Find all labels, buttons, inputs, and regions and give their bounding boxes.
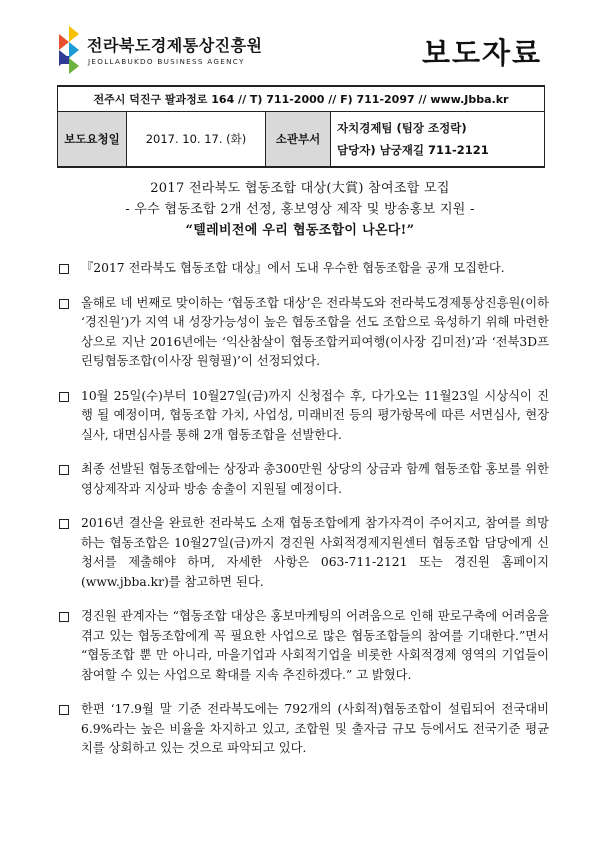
list-item-text: 올해로 네 번째로 맞이하는 ‘협동조합 대상’은 전라북도와 전라북도경제통상진흥원(이하 ‘경진원’)가 지역 내 성장가능성이 높은 협동조합을 선도 조합으로 육성하기 위해 마련한 상으로 지난 2016년에는 ‘익산참살이 협동조합커피여행(이사장 김미전)’과 ‘전북3D프린팅협동조합(이사장 원형필)’이 선정되었다. — [81, 295, 549, 368]
contact-address: 전주시 덕진구 팔과정로 164 // T) 711-2000 // F) 711-2097 // www.Jbba.kr — [58, 86, 545, 112]
square-bullet-icon — [59, 264, 69, 274]
list-item — [57, 460, 549, 499]
square-bullet-icon — [59, 705, 69, 715]
list-item — [57, 514, 549, 592]
date-label: 보도요청일 — [58, 112, 127, 168]
date-value: 2017. 10. 17. (화) — [127, 112, 266, 168]
square-bullet-icon — [59, 465, 69, 475]
list-item-text: 『2017 전라북도 협동조합 대상』에서 도내 우수한 협동조합을 공개 모집한다. — [81, 261, 505, 275]
headline-block — [0, 178, 600, 241]
department-info — [331, 112, 545, 168]
department-contact: 담당자) 남궁재길 711-2121 — [337, 143, 489, 157]
agency-logo-icon — [57, 26, 81, 74]
info-table — [57, 85, 545, 168]
department-label: 소관부서 — [266, 112, 331, 168]
org-name: 전라북도경제통상진흥원 — [87, 36, 263, 55]
list-item-text: 10월 25일(수)부터 10월27일(금)까지 신청접수 후, 다가오는 11월23일 시상식이 진행 될 예정이며, 협동조합 가치, 사업성, 미래비전 등의 평가항목에 따른 서면심사, 현장실사, 대면심사를 통해 2개 협동조합을 선발한다. — [81, 388, 549, 442]
document-header — [0, 0, 600, 82]
org-name-english: JEOLLABUKDO BUSINESS AGENCY — [88, 57, 245, 66]
body-items — [57, 259, 549, 774]
square-bullet-icon — [59, 299, 69, 309]
square-bullet-icon — [59, 612, 69, 622]
list-item — [57, 700, 549, 759]
list-item — [57, 387, 549, 446]
list-item-text: 최종 선발된 협동조합에는 상장과 총300만원 상당의 상금과 함께 협동조합 홍보를 위한 영상제작과 지상파 방송 송출이 지원될 예정이다. — [81, 462, 549, 496]
list-item — [57, 607, 549, 685]
square-bullet-icon — [59, 519, 69, 529]
department-team: 자치경제팀 (팀장 조정락) — [337, 121, 467, 135]
list-item-text: 2016년 결산을 완료한 전라북도 소재 협동조합에게 참가자격이 주어지고, 참여를 희망하는 협동조합은 10월27일(금)까지 경진원 사회적경제지원센터 협동조합 담당에게 신청서를 제출해야 하며, 자세한 사항은 063-711-2121 또는 경진원 홈페이지(www.jbba.kr)를 참고하면 된다. — [81, 516, 549, 589]
square-bullet-icon — [59, 392, 69, 402]
headline-quote: “텔레비전에 우리 협동조합이 나온다!” — [185, 223, 415, 238]
document-type-title: 보도자료 — [421, 36, 542, 70]
list-item — [57, 294, 549, 372]
headline-main: 2017 전라북도 협동조합 대상(大賞) 참여조합 모집 — [150, 181, 450, 196]
list-item-text: 한편 ‘17.9월 말 기준 전라북도에는 792개의 (사회적)협동조합이 설립되어 전국대비 6.9%라는 높은 비율을 차지하고 있고, 조합원 및 출자금 규모 등에서도 전국기준 평균치를 상회하고 있는 것으로 파악되고 있다. — [81, 702, 549, 755]
list-item-text: 경진원 관계자는 “협동조합 대상은 홍보마케팅의 어려움으로 인해 판로구축에 어려움을 겪고 있는 협동조합에게 꼭 필요한 사업으로 많은 협동조합들의 참여를 기대한다.”면서 “협동조합 뿐 만 아니라, 마을기업과 사회적기업을 비롯한 사회적경제 영역의 기업들이 참여할 수 있는 사업으로 확대를 지속 추진하겠다.” 고 밝혔다. — [81, 609, 549, 682]
headline-sub: - 우수 협동조합 2개 선정, 홍보영상 제작 및 방송홍보 지원 - — [125, 202, 475, 217]
list-item — [57, 259, 549, 279]
